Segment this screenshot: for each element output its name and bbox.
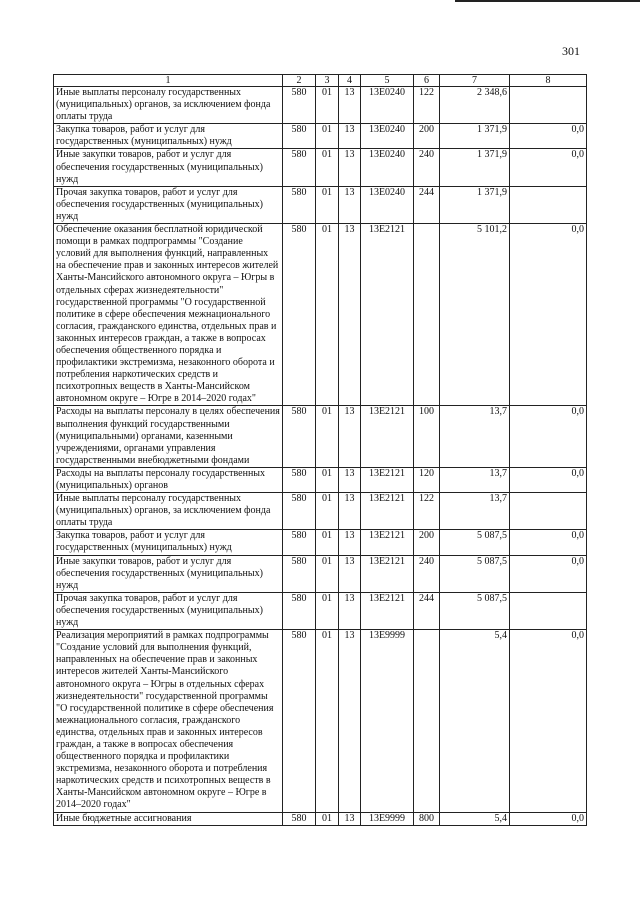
cell-csr: 13Е9999: [361, 630, 414, 812]
cell-pr: 13: [339, 630, 361, 812]
cell-pr: 13: [339, 467, 361, 492]
cell-csr: 13Е0240: [361, 87, 414, 124]
cell-sum-2: 0,0: [510, 224, 587, 406]
cell-vr: 800: [414, 812, 440, 825]
cell-sum-1: 1 371,9: [440, 124, 510, 149]
cell-sum-1: 5,4: [440, 630, 510, 812]
cell-ved: 580: [283, 812, 316, 825]
cell-vr: 120: [414, 467, 440, 492]
cell-vr: 200: [414, 124, 440, 149]
cell-sum-2: [510, 592, 587, 629]
table-row: [54, 812, 587, 825]
table-row: [54, 530, 587, 555]
cell-rz: 01: [316, 592, 339, 629]
table-row: [54, 224, 587, 406]
cell-csr: 13Е2121: [361, 224, 414, 406]
cell-sum-2: 0,0: [510, 124, 587, 149]
cell-name: Реализация мероприятий в рамках подпрограммы "Создание условий для выполнения функций, направленных на обеспечение прав и законных интересов жителей Ханты-Мансийского автономного округа – Югры в отдельных сферах жизнедеятельности" государственной программы "О государственной политике в сфере обеспечения межнационального согласия, гражданского единства, отдельных прав и законных интересов граждан, а также в вопросах обеспечения общественного порядка и профилактики экстремизма, незаконного оборота и потребления наркотических средств и психотропных веществ в Ханты-Мансийском автономном округе – Югре в 2014–2020 годах": [54, 630, 283, 812]
header-col-7: 7: [440, 75, 510, 87]
cell-name: Обеспечение оказания бесплатной юридической помощи в рамках подпрограммы "Создание условий для выполнения функций, направленных на обеспечение прав и законных интересов жителей Ханты-Мансийского автономного округа – Югры в отдельных сферах жизнедеятельности" государственной программы "О государственной политике в сфере обеспечения межнационального согласия, гражданского единства, отдельных прав и законных интересов граждан, а также в вопросах обеспечения общественного порядка и профилактики экстремизма, незаконного оборота и потребления наркотических средств и психотропных веществ в Ханты-Мансийском автономном округе – Югре в 2014–2020 годах": [54, 224, 283, 406]
cell-pr: 13: [339, 493, 361, 530]
cell-sum-1: 5 101,2: [440, 224, 510, 406]
table-row: [54, 555, 587, 592]
header-col-3: 3: [316, 75, 339, 87]
cell-name: Закупка товаров, работ и услуг для государственных (муниципальных) нужд: [54, 530, 283, 555]
cell-ved: 580: [283, 224, 316, 406]
cell-ved: 580: [283, 493, 316, 530]
cell-csr: 13Е2121: [361, 467, 414, 492]
cell-pr: 13: [339, 186, 361, 223]
cell-pr: 13: [339, 530, 361, 555]
table-body: [54, 87, 587, 826]
cell-ved: 580: [283, 530, 316, 555]
cell-csr: 13Е2121: [361, 530, 414, 555]
cell-csr: 13Е0240: [361, 124, 414, 149]
cell-ved: 580: [283, 87, 316, 124]
table-header-row: [54, 75, 587, 87]
cell-rz: 01: [316, 630, 339, 812]
cell-sum-2: [510, 87, 587, 124]
cell-sum-1: 2 348,6: [440, 87, 510, 124]
cell-csr: 13Е2121: [361, 406, 414, 467]
table-row: [54, 149, 587, 186]
cell-pr: 13: [339, 87, 361, 124]
cell-pr: 13: [339, 555, 361, 592]
cell-vr: [414, 224, 440, 406]
cell-name: Прочая закупка товаров, работ и услуг для обеспечения государственных (муниципальных) нужд: [54, 186, 283, 223]
cell-rz: 01: [316, 186, 339, 223]
cell-name: Расходы на выплаты персоналу в целях обеспечения выполнения функций государственными (муниципальными) органами, казенными учреждениями, органами управления государственными внебюджетными фондами: [54, 406, 283, 467]
header-col-2: 2: [283, 75, 316, 87]
cell-csr: 13Е2121: [361, 592, 414, 629]
table-row: [54, 186, 587, 223]
cell-name: Расходы на выплаты персоналу государственных (муниципальных) органов: [54, 467, 283, 492]
cell-ved: 580: [283, 149, 316, 186]
table-row: [54, 406, 587, 467]
cell-name: Иные закупки товаров, работ и услуг для обеспечения государственных (муниципальных) нужд: [54, 149, 283, 186]
cell-pr: 13: [339, 406, 361, 467]
cell-sum-2: 0,0: [510, 149, 587, 186]
table-row: [54, 87, 587, 124]
cell-vr: 122: [414, 493, 440, 530]
table-row: [54, 124, 587, 149]
cell-sum-1: 1 371,9: [440, 149, 510, 186]
page-number: 301: [562, 44, 580, 58]
header-col-6: 6: [414, 75, 440, 87]
cell-csr: 13Е0240: [361, 186, 414, 223]
cell-vr: 244: [414, 592, 440, 629]
cell-vr: 240: [414, 555, 440, 592]
page-top-edge-line: [455, 0, 640, 8]
cell-sum-2: 0,0: [510, 555, 587, 592]
cell-pr: 13: [339, 124, 361, 149]
cell-ved: 580: [283, 630, 316, 812]
cell-rz: 01: [316, 149, 339, 186]
header-col-5: 5: [361, 75, 414, 87]
cell-ved: 580: [283, 124, 316, 149]
cell-sum-1: 5 087,5: [440, 592, 510, 629]
header-col-1: 1: [54, 75, 283, 87]
table-row: [54, 467, 587, 492]
table-row: [54, 493, 587, 530]
cell-ved: 580: [283, 406, 316, 467]
cell-rz: 01: [316, 555, 339, 592]
cell-rz: 01: [316, 812, 339, 825]
cell-pr: 13: [339, 224, 361, 406]
cell-ved: 580: [283, 555, 316, 592]
cell-name: Прочая закупка товаров, работ и услуг для обеспечения государственных (муниципальных) нужд: [54, 592, 283, 629]
cell-rz: 01: [316, 224, 339, 406]
cell-ved: 580: [283, 592, 316, 629]
cell-rz: 01: [316, 467, 339, 492]
cell-sum-1: 13,7: [440, 493, 510, 530]
cell-csr: 13Е2121: [361, 493, 414, 530]
cell-rz: 01: [316, 406, 339, 467]
cell-rz: 01: [316, 87, 339, 124]
cell-sum-1: 5,4: [440, 812, 510, 825]
header-col-8: 8: [510, 75, 587, 87]
cell-sum-2: 0,0: [510, 630, 587, 812]
cell-name: Иные бюджетные ассигнования: [54, 812, 283, 825]
cell-csr: 13Е2121: [361, 555, 414, 592]
cell-vr: 240: [414, 149, 440, 186]
cell-vr: 100: [414, 406, 440, 467]
cell-sum-2: 0,0: [510, 812, 587, 825]
cell-sum-2: 0,0: [510, 530, 587, 555]
cell-name: Иные выплаты персоналу государственных (муниципальных) органов, за исключением фонда оплаты труда: [54, 493, 283, 530]
header-col-4: 4: [339, 75, 361, 87]
cell-sum-1: 5 087,5: [440, 530, 510, 555]
cell-sum-1: 13,7: [440, 406, 510, 467]
cell-sum-2: [510, 186, 587, 223]
cell-sum-2: 0,0: [510, 467, 587, 492]
cell-sum-1: 5 087,5: [440, 555, 510, 592]
cell-sum-2: 0,0: [510, 406, 587, 467]
cell-vr: 200: [414, 530, 440, 555]
cell-pr: 13: [339, 149, 361, 186]
cell-name: Иные выплаты персоналу государственных (муниципальных) органов, за исключением фонда оплаты труда: [54, 87, 283, 124]
cell-vr: 244: [414, 186, 440, 223]
cell-sum-1: 13,7: [440, 467, 510, 492]
cell-csr: 13Е0240: [361, 149, 414, 186]
cell-name: Иные закупки товаров, работ и услуг для обеспечения государственных (муниципальных) нужд: [54, 555, 283, 592]
cell-pr: 13: [339, 812, 361, 825]
cell-rz: 01: [316, 124, 339, 149]
cell-sum-1: 1 371,9: [440, 186, 510, 223]
cell-rz: 01: [316, 493, 339, 530]
cell-sum-2: [510, 493, 587, 530]
cell-ved: 580: [283, 186, 316, 223]
cell-ved: 580: [283, 467, 316, 492]
cell-vr: 122: [414, 87, 440, 124]
cell-name: Закупка товаров, работ и услуг для государственных (муниципальных) нужд: [54, 124, 283, 149]
cell-pr: 13: [339, 592, 361, 629]
cell-csr: 13Е9999: [361, 812, 414, 825]
table-row: [54, 630, 587, 812]
cell-vr: [414, 630, 440, 812]
table-row: [54, 592, 587, 629]
budget-table: [53, 74, 587, 826]
cell-rz: 01: [316, 530, 339, 555]
